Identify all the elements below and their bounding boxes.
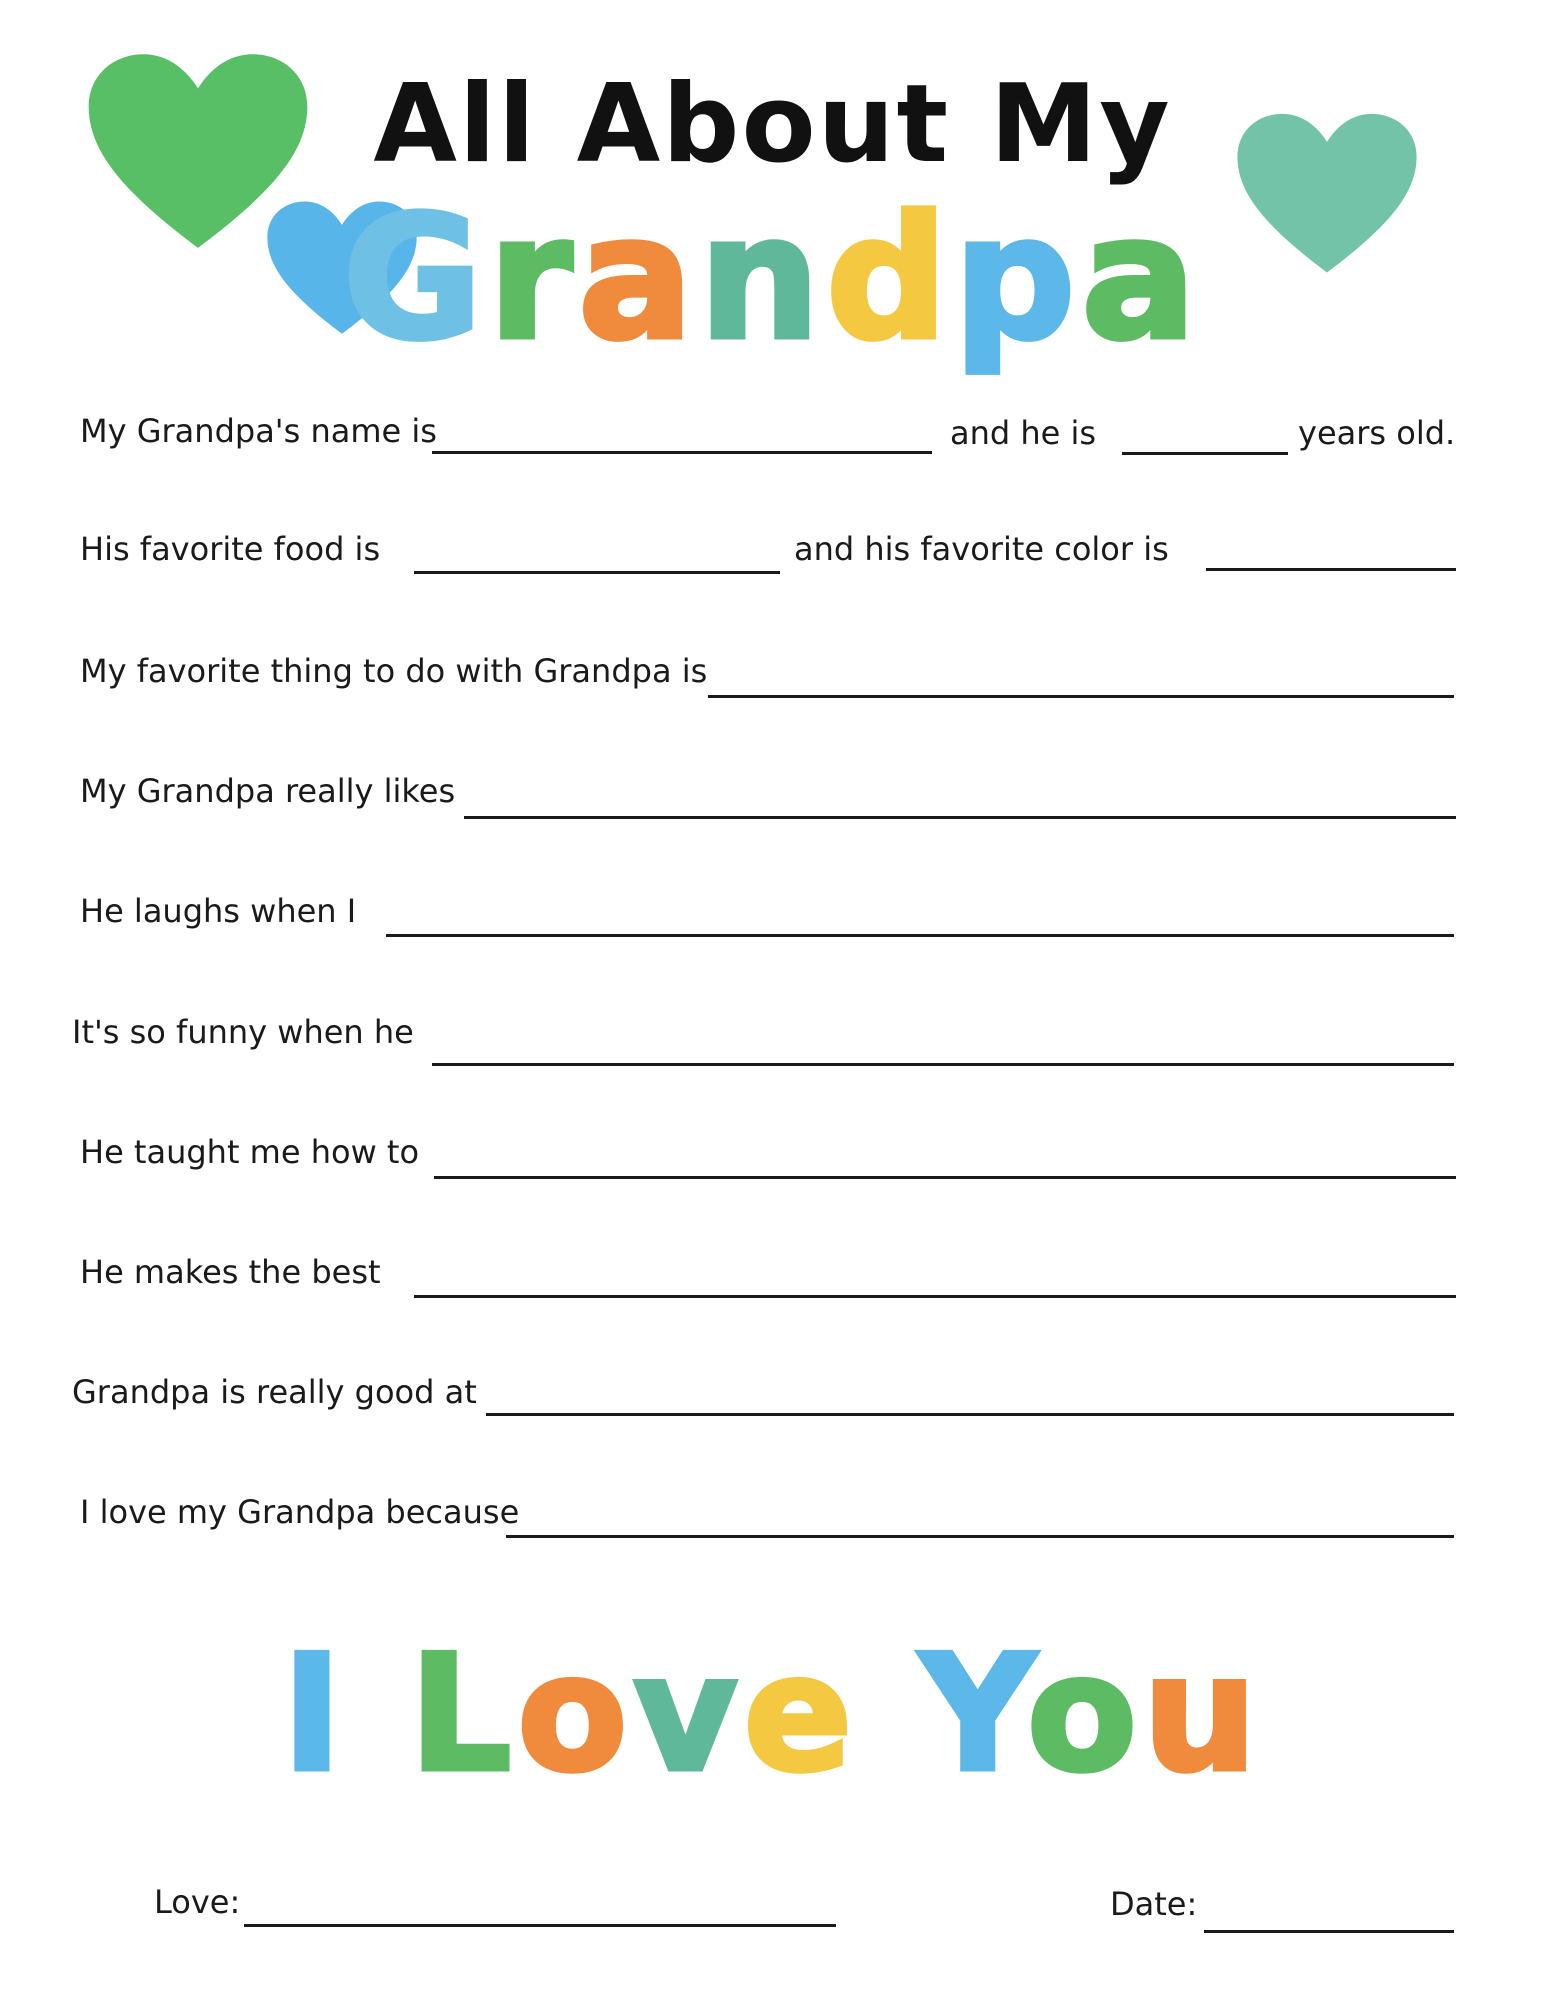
grandpa-name-line[interactable] [432, 451, 932, 454]
iloveyou-letter: v [633, 1620, 744, 1807]
love-signature-label: Love: [154, 1883, 241, 1921]
good-at-line[interactable] [486, 1413, 1454, 1416]
grandpa-name-label: My Grandpa's name is [80, 412, 437, 450]
date-label: Date: [1110, 1885, 1198, 1923]
iloveyou-letter: Y [919, 1620, 1027, 1807]
favorite-thing-label: My favorite thing to do with Grandpa is [80, 652, 708, 690]
grandpa-letter: G [342, 180, 489, 378]
funny-when-label: It's so funny when he [72, 1013, 414, 1051]
iloveyou-letter: I [282, 1620, 348, 1807]
grandpa-letter: a [578, 180, 699, 378]
love-signature-line[interactable] [244, 1924, 836, 1927]
age-line[interactable] [1122, 452, 1288, 455]
funny-when-line[interactable] [432, 1063, 1454, 1066]
favorite-food-line[interactable] [414, 571, 780, 574]
iloveyou-letter: e [743, 1620, 859, 1807]
favorite-color-label: and his favorite color is [794, 530, 1169, 568]
really-likes-label: My Grandpa really likes [80, 772, 456, 810]
iloveyou-letter: o [517, 1620, 634, 1807]
taught-me-line[interactable] [434, 1176, 1456, 1179]
years-old-label: years old. [1298, 414, 1456, 452]
makes-best-label: He makes the best [80, 1253, 381, 1291]
date-line[interactable] [1204, 1930, 1454, 1933]
grandpa-letter: r [488, 180, 579, 378]
really-likes-line[interactable] [464, 816, 1456, 819]
grandpa-letter: d [826, 180, 954, 378]
grandpa-letter: a [1081, 180, 1203, 378]
grandpa-heading [0, 180, 1545, 378]
age-label: and he is [950, 414, 1097, 452]
taught-me-label: He taught me how to [80, 1133, 420, 1171]
iloveyou-letter [858, 1620, 920, 1807]
iloveyou-letter [348, 1620, 410, 1807]
grandpa-letter: p [953, 180, 1082, 378]
good-at-label: Grandpa is really good at [72, 1373, 477, 1411]
laughs-when-line[interactable] [386, 934, 1454, 937]
i-love-you-heading [0, 1620, 1545, 1807]
grandpa-letter: n [698, 180, 826, 378]
favorite-thing-line[interactable] [708, 695, 1454, 698]
iloveyou-letter: o [1026, 1620, 1143, 1807]
love-because-label: I love my Grandpa because [80, 1493, 520, 1531]
iloveyou-letter: L [409, 1620, 518, 1807]
love-because-line[interactable] [506, 1535, 1454, 1538]
iloveyou-letter: u [1142, 1620, 1263, 1807]
favorite-food-label: His favorite food is [80, 530, 381, 568]
makes-best-line[interactable] [414, 1295, 1456, 1298]
favorite-color-line[interactable] [1206, 568, 1456, 571]
laughs-when-label: He laughs when I [80, 892, 357, 930]
page-title: All About My [373, 62, 1172, 187]
